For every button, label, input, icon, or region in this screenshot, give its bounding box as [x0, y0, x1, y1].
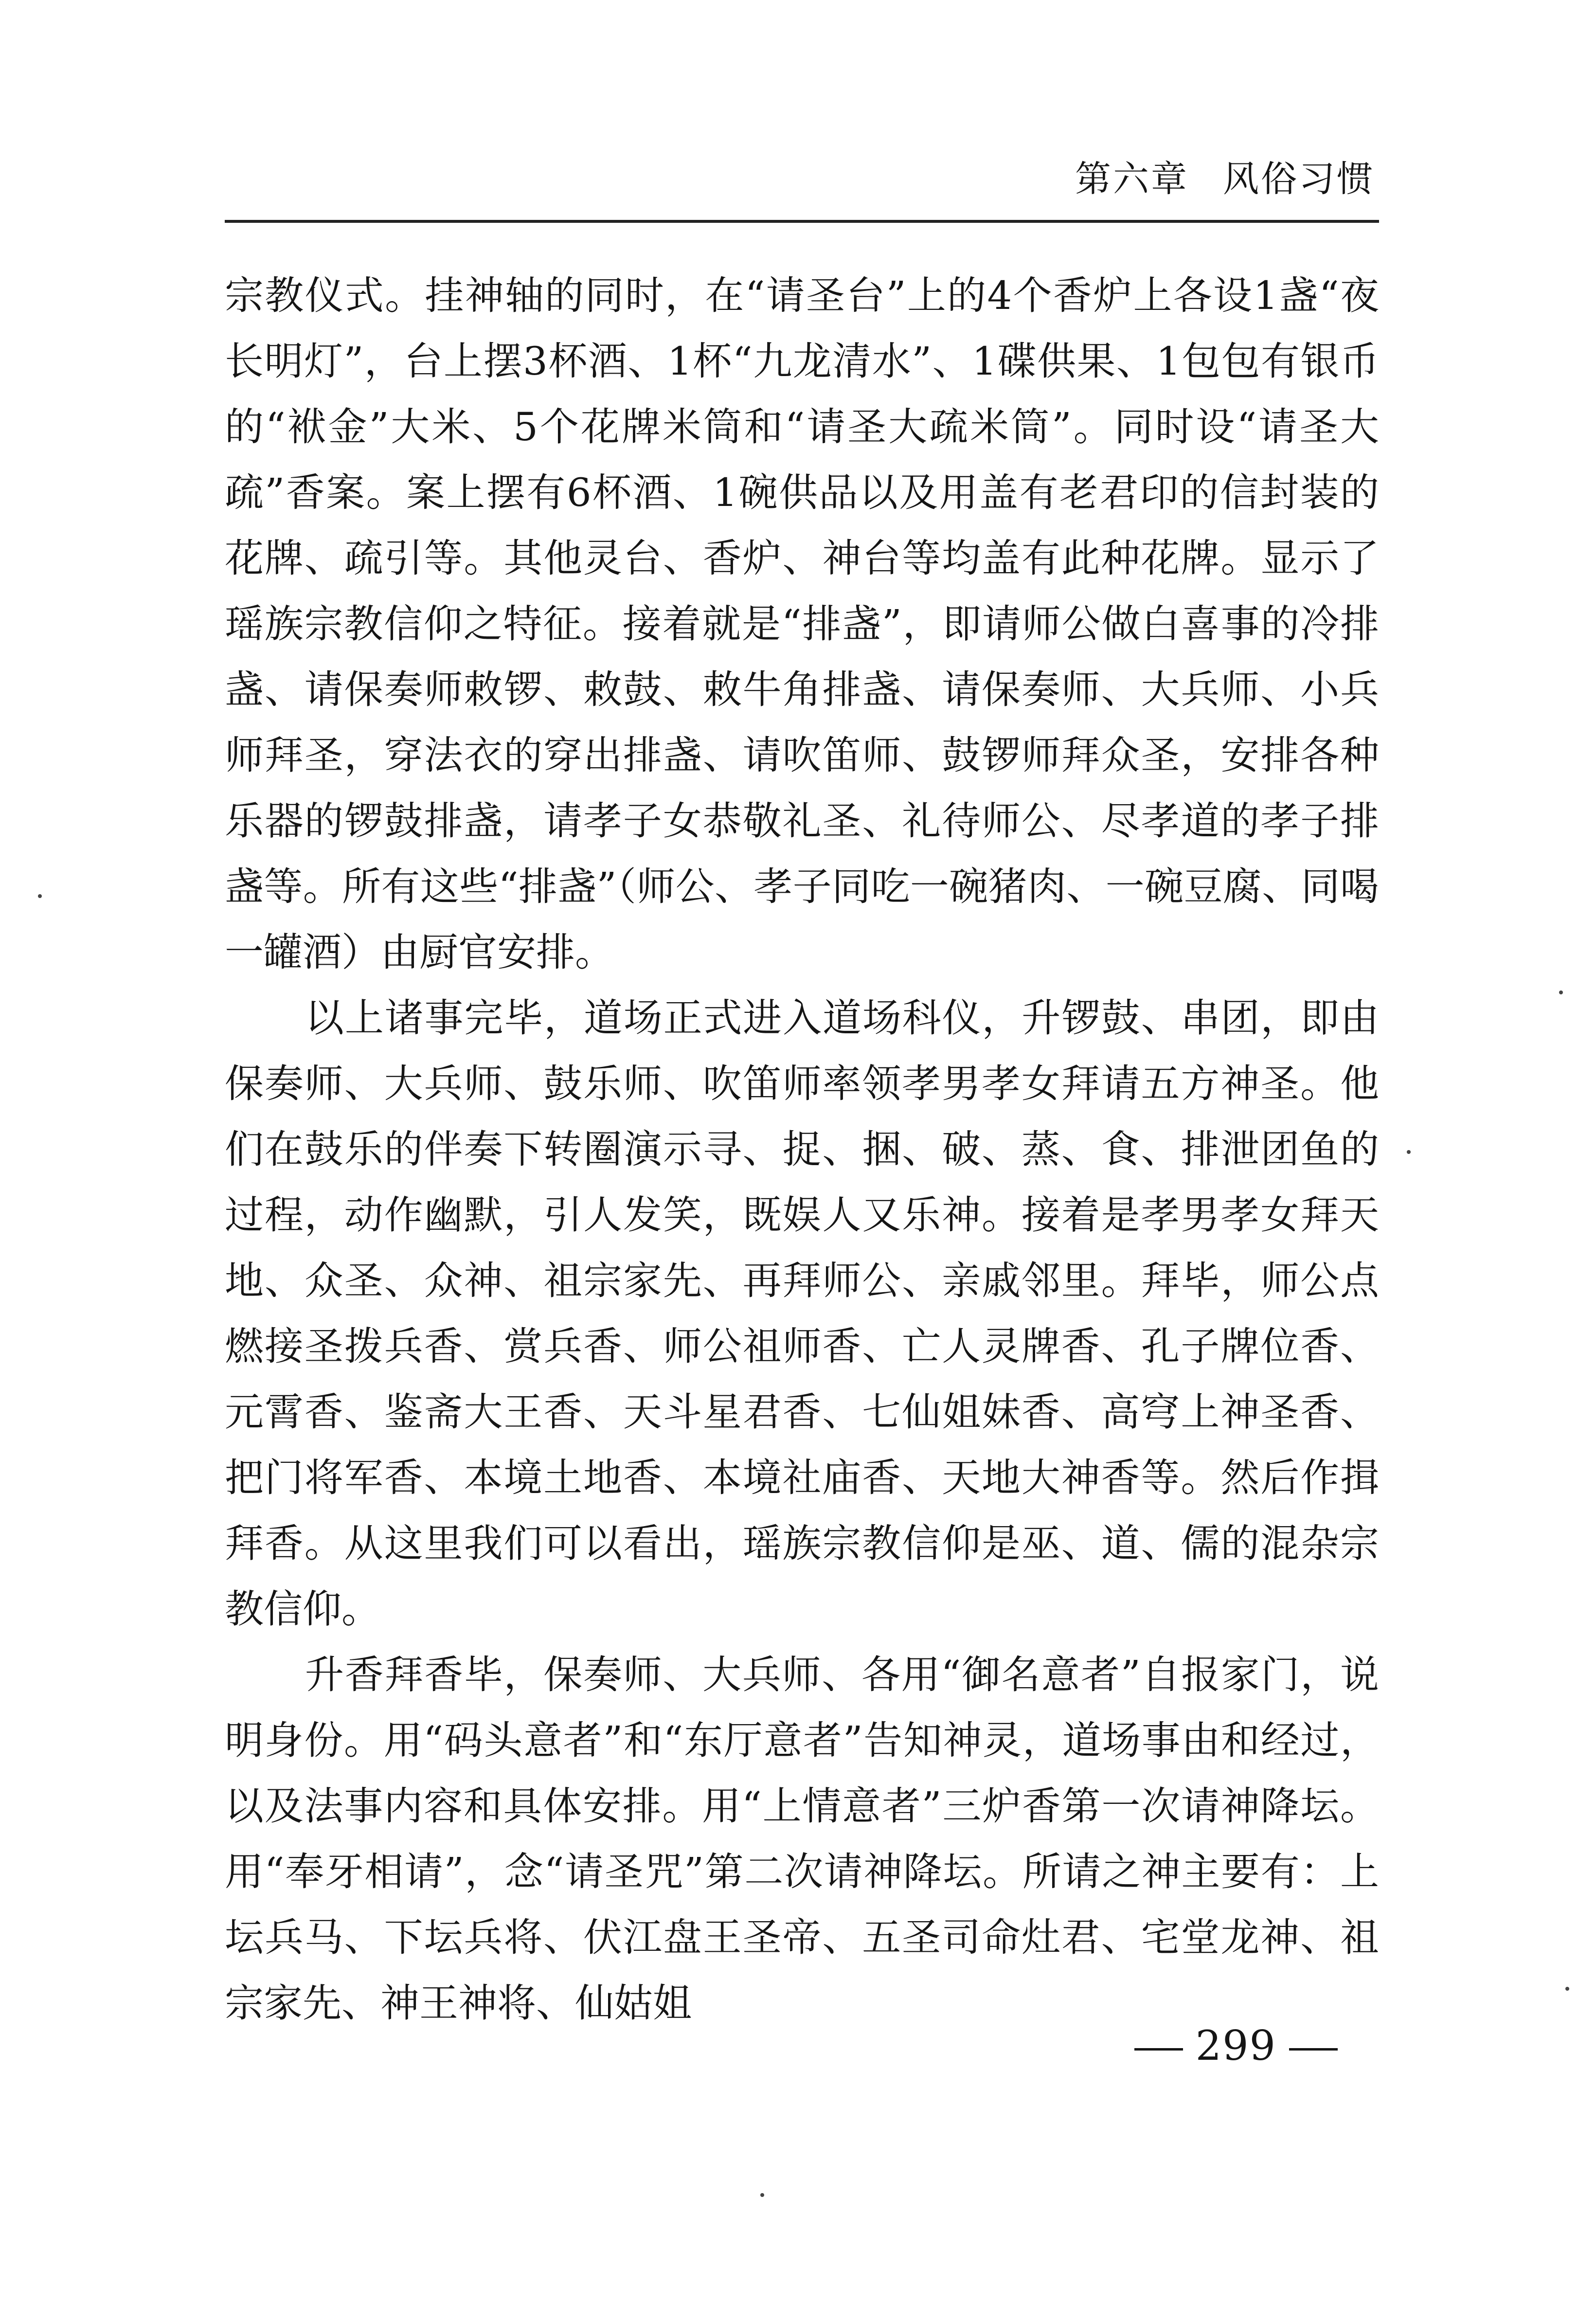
folio-dash-right	[1289, 2048, 1338, 2051]
body-text	[225, 263, 1379, 2036]
section-title: 风俗习惯	[1223, 158, 1375, 200]
scan-speck	[1559, 990, 1563, 994]
running-head	[1075, 155, 1375, 203]
header-rule	[225, 220, 1379, 223]
scan-speck	[1565, 1987, 1569, 1991]
page-number-value: 299	[1195, 2022, 1276, 2070]
paragraph-2: 以上诸事完毕，道场正式进入道场科仪，升锣鼓、串团，即由保奏师、大兵师、鼓乐师、吹笛师率领孝男孝女拜请五方神圣。他们在鼓乐的伴奏下转圈演示寻、捉、捆、破、蒸、食、排泄团鱼的过程，动作幽默，引人发笑，既娱人又乐神。接着是孝男孝女拜天地、众圣、众神、祖宗家先、再拜师公、亲戚邻里。拜毕，师公点燃接圣拨兵香、赏兵香、师公祖师香、亡人灵牌香、孔子牌位香、元霄香、鉴斋大王香、天斗星君香、七仙姐妹香、高穹上神圣香、把门将军香、本境土地香、本境社庙香、天地大神香等。然后作揖拜香。从这里我们可以看出，瑶族宗教信仰是巫、道、儒的混杂宗教信仰。	[225, 995, 1379, 1632]
paragraph-3: 升香拜香毕，保奏师、大兵师、各用“御名意者”自报家门，说明身份。用“码头意者”和“东厅意者”告知神灵，道场事由和经过，以及法事内容和具体安排。用“上情意者”三炉香第一次请神降坛。用“奉牙相请”，念“请圣咒”第二次请神降坛。所请之神主要有：上坛兵马、下坛兵将、伏江盘王圣帝、五圣司命灶君、宅堂龙神、祖宗家先、神王神将、仙姑姐	[225, 1652, 1379, 2026]
page-number	[1122, 2019, 1350, 2072]
scan-speck	[1407, 1150, 1411, 1154]
paragraph-1: 宗教仪式。挂神轴的同时，在“请圣台”上的4个香炉上各设1盏“夜长明灯”，台上摆3杯酒、1杯“九龙清水”、1碟供果、1包包有银币的“袱金”大米、5个花牌米筒和“请圣大疏米筒”。同时设“请圣大疏”香案。案上摆有6杯酒、1碗供品以及用盖有老君印的信封装的花牌、疏引等。其他灵台、香炉、神台等均盖有此种花牌。显示了瑶族宗教信仰之特征。接着就是“排盏”，即请师公做白喜事的冷排盏、请保奏师敕锣、敕鼓、敕牛角排盏、请保奏师、大兵师、小兵师拜圣，穿法衣的穿出排盏、请吹笛师、鼓锣师拜众圣，安排各种乐器的锣鼓排盏，请孝子女恭敬礼圣、礼待师公、尽孝道的孝子排盏等。所有这些“排盏”（师公、孝子同吃一碗猪肉、一碗豆腐、同喝一罐酒）由厨官安排。	[225, 273, 1379, 975]
scan-speck	[760, 2193, 764, 2197]
folio-dash-left	[1134, 2048, 1183, 2051]
chapter-label: 第六章	[1075, 158, 1189, 200]
scan-speck	[38, 894, 42, 898]
